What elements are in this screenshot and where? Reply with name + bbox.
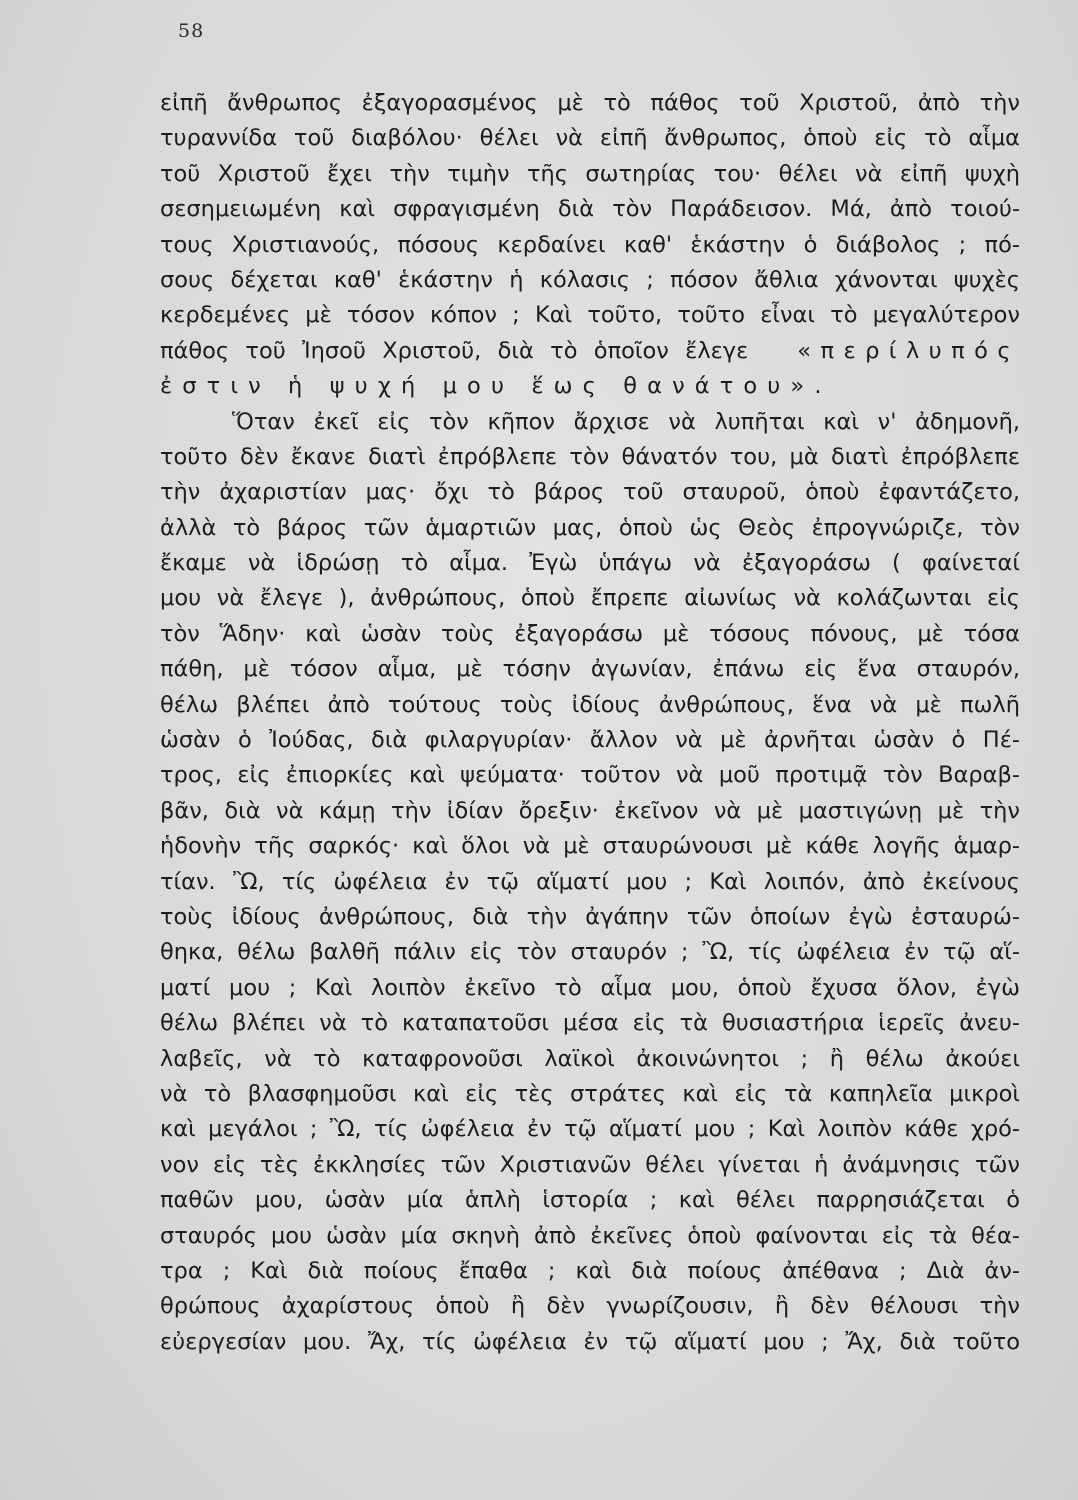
- text-line-with-spaced-quote: [160, 334, 1020, 369]
- text-line: τοὺς ἰδίους ἀνθρώπους, διὰ τὴν ἀγάπην τῶν ὁποίων ἐγὼ ἐσταυρώ-: [160, 903, 1020, 930]
- text-line: θρώπους ἀχαρίστους ὁποὺ ἢ δὲν γνωρίζουσιν, ἢ δὲν θέλουσι τὴν: [160, 1293, 1020, 1320]
- text-line: παθῶν μου, ὡσὰν μία ἁπλὴ ἱστορία ; καὶ θέλει παρρησιάζεται ὁ: [160, 1187, 1020, 1214]
- text-line: νον εἰς τὲς ἐκκλησίες τῶν Χριστιανῶν θέλει γίνεται ἡ ἀνάμνησις τῶν: [160, 1151, 1020, 1178]
- text-line: τους Χριστιανούς, πόσους κερδαίνει καθ' ἑκάστην ὁ διάβολος ; πό-: [160, 231, 1020, 258]
- text-line: κερδεμένες μὲ τόσον κόπον ; Καὶ τοῦτο, τοῦτο εἶναι τὸ μεγαλύτερον: [160, 302, 1020, 329]
- text-line: τοῦ Χριστοῦ ἔχει τὴν τιμὴν τῆς σωτηρίας του· θέλει νὰ εἰπῆ ψυχὴ: [160, 160, 1020, 187]
- text-line: τρα ; Καὶ διὰ ποίους ἔπαθα ; καὶ διὰ ποίους ἀπέθανα ; Διὰ ἀν-: [160, 1257, 1020, 1284]
- text-line: λαβεῖς, νὰ τὸ καταφρονοῦσι λαϊκοὶ ἀκοινώνητοι ; ἢ θέλω ἀκούει: [160, 1045, 1020, 1072]
- spaced-quote-start: «περίλυπός: [797, 337, 1020, 364]
- text-line: σους δέχεται καθ' ἑκάστην ἡ κόλασις ; πόσον ἄθλια χάνονται ψυχὲς: [160, 266, 1020, 293]
- text-line: σταυρός μου ὡσὰν μία σκηνὴ ἀπὸ ἐκεῖνες ὁποὺ φαίνονται εἰς τὰ θέα-: [160, 1222, 1020, 1249]
- text-line: εὐεργεσίαν μου. Ἄχ, τίς ὠφέλεια ἐν τῷ αἵματί μου ; Ἄχ, διὰ τοῦτο: [160, 1328, 1020, 1355]
- text-line-part: πάθος τοῦ Ἰησοῦ Χριστοῦ, διὰ τὸ ὁποῖον ἔλεγε: [160, 337, 749, 364]
- text-line: ματί μου ; Καὶ λοιπὸν ἐκεῖνο τὸ αἷμα μου, ὁποὺ ἔχυσα ὅλον, ἐγὼ: [160, 974, 1020, 1001]
- text-line: θέλω βλέπει νὰ τὸ καταπατοῦσι μέσα εἰς τὰ θυσιαστήρια ἱερεῖς ἀνευ-: [160, 1010, 1020, 1037]
- text-line: τὸν Ἅδην· καὶ ὡσὰν τοὺς ἐξαγοράσω μὲ τόσους πόνους, μὲ τόσα: [160, 620, 1020, 647]
- text-line: ἔκαμε νὰ ἱδρώσῃ τὸ αἷμα. Ἐγὼ ὑπάγω νὰ ἐξαγοράσω ( φαίνεταί: [160, 550, 1020, 577]
- page-number: 58: [178, 20, 205, 42]
- text-line: σεσημειωμένη καὶ σφραγισμένη διὰ τὸν Παράδεισον. Μά, ἀπὸ τοιού-: [160, 196, 1020, 223]
- paragraph-start: Ὅταν ἐκεῖ εἰς τὸν κῆπον ἄρχισε νὰ λυπῆται καὶ ν' ἀδημονῆ,: [232, 408, 1020, 435]
- text-line: τρος, εἰς ἐπιορκίες καὶ ψεύματα· τοῦτον νὰ μοῦ προτιμᾷ τὸν Βαραβ-: [160, 762, 1020, 789]
- text-line: θέλω βλέπει ἀπὸ τούτους τοὺς ἰδίους ἀνθρώπους, ἕνα νὰ μὲ πωλῆ: [160, 691, 1020, 718]
- text-line: τοῦτο δὲν ἔκανε διατὶ ἐπρόβλεπε τὸν θάνατόν του, μὰ διατὶ ἐπρόβλεπε: [160, 443, 1020, 470]
- text-line: τίαν. Ὢ, τίς ὠφέλεια ἐν τῷ αἵματί μου ; Καὶ λοιπόν, ἀπὸ ἐκείνους: [160, 868, 1020, 895]
- text-line: μου νὰ ἔλεγε ), ἀνθρώπους, ὁποὺ ἔπρεπε αἰωνίως νὰ κολάζωνται εἰς: [160, 585, 1020, 612]
- text-line: θηκα, θέλω βαλθῆ πάλιν εἰς τὸν σταυρόν ; Ὢ, τίς ὠφέλεια ἐν τῷ αἵ-: [160, 939, 1020, 966]
- body-text: [160, 86, 1020, 1360]
- text-line: ἀλλὰ τὸ βάρος τῶν ἁμαρτιῶν μας, ὁποὺ ὡς Θεὸς ἐπρογνώριζε, τὸν: [160, 514, 1020, 541]
- text-line: βᾶν, διὰ νὰ κάμῃ τὴν ἰδίαν ὄρεξιν· ἐκεῖνον νὰ μὲ μαστιγώνῃ μὲ τὴν: [160, 797, 1020, 824]
- text-line: τυραννίδα τοῦ διαβόλου· θέλει νὰ εἰπῆ ἄνθρωπος, ὁποὺ εἰς τὸ αἷμα: [160, 125, 1020, 152]
- text-line: νὰ τὸ βλασφημοῦσι καὶ εἰς τὲς στράτες καὶ εἰς τὰ καπηλεῖα μικροὶ: [160, 1080, 1020, 1107]
- text-line: τὴν ἀχαριστίαν μας· ὄχι τὸ βάρος τοῦ σταυροῦ, ὁποὺ ἐφαντάζετο,: [160, 479, 1020, 506]
- text-line: εἰπῆ ἄνθρωπος ἐξαγορασμένος μὲ τὸ πάθος τοῦ Χριστοῦ, ἀπὸ τὴν: [160, 90, 1020, 116]
- text-line: πάθη, μὲ τόσον αἷμα, μὲ τόσην ἀγωνίαν, ἐπάνω εἰς ἕνα σταυρόν,: [160, 656, 1020, 683]
- text-line: ὡσὰν ὁ Ἰούδας, διὰ φιλαργυρίαν· ἄλλον νὰ μὲ ἀρνῆται ὡσὰν ὁ Πέ-: [160, 727, 1020, 754]
- text-line: ἡδονὴν τῆς σαρκός· καὶ ὅλοι νὰ μὲ σταυρώνουσι μὲ κάθε λογῆς ἁμαρ-: [160, 833, 1020, 860]
- spaced-quote-end: ἐστιν ἡ ψυχή μου ἕως θανάτου».: [160, 373, 832, 400]
- text-line: καὶ μεγάλοι ; Ὢ, τίς ὠφέλεια ἐν τῷ αἵματί μου ; Καὶ λοιπὸν κάθε χρό-: [160, 1116, 1020, 1143]
